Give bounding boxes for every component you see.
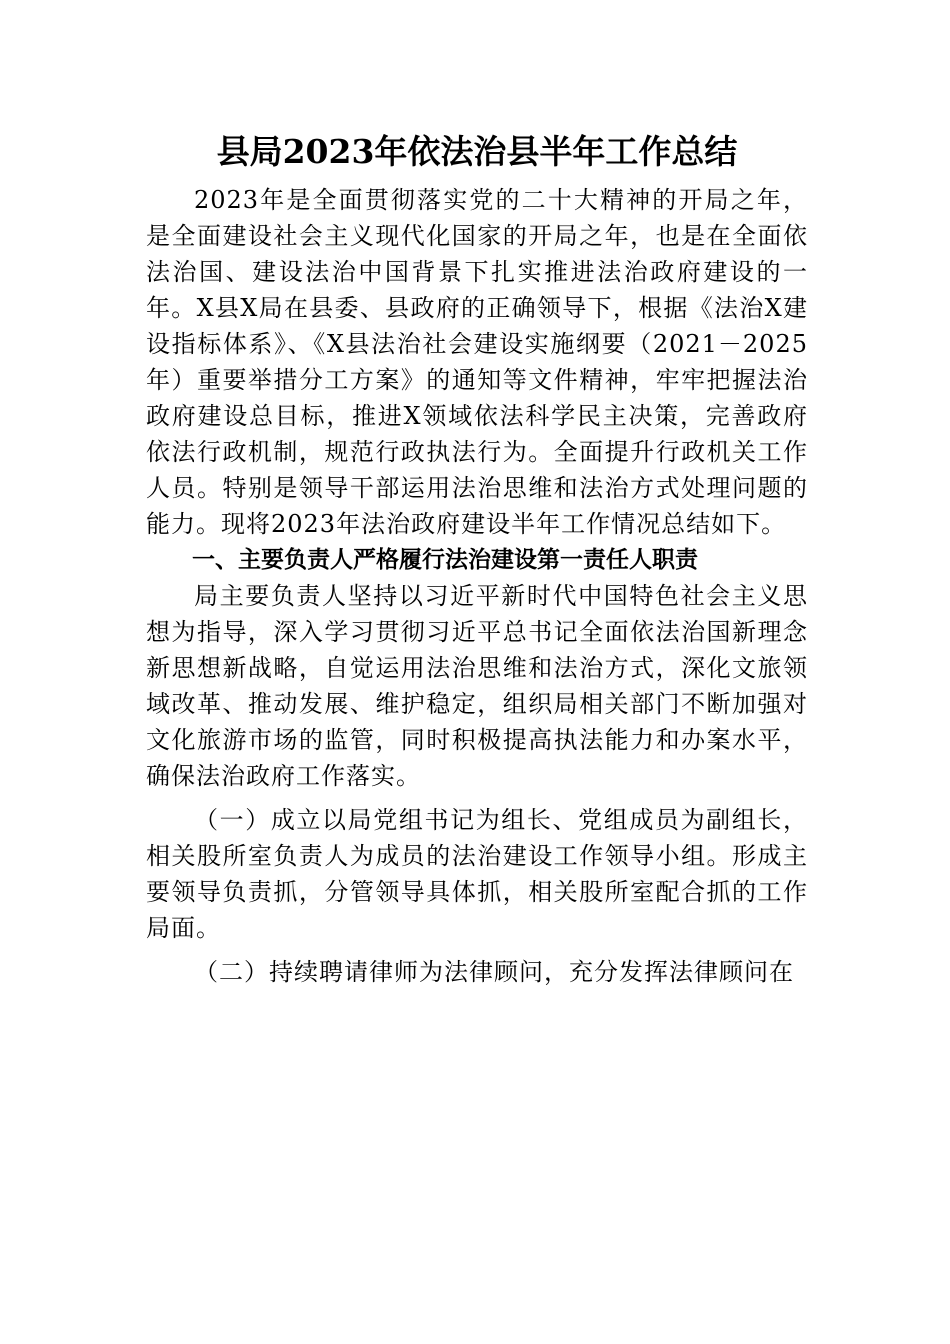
document-body — [146, 128, 808, 990]
intro-paragraph: 2023年是全面贯彻落实党的二十大精神的开局之年，是全面建设社会主义现代化国家的开局之年，也是在全面依法治国、建设法治中国背景下扎实推进法治政府建设的一年。X县X局在县委、县政府的正确领导下，根据《法治X建设指标体系》、《X县法治社会建设实施纲要（2021－2025年）重要举措分工方案》的通知等文件精神，牢牢把握法治政府建设总目标，推进X领域依法科学民主决策，完善政府依法行政机制，规范行政执法行为。全面提升行政机关工作人员。特别是领导干部运用法治思维和法治方式处理问题的能力。现将2023年法治政府建设半年工作情况总结如下。 — [146, 186, 808, 538]
section-1-item-1: （一）成立以局党组书记为组长、党组成员为副组长，相关股所室负责人为成员的法治建设工作领导小组。形成主要领导负责抓，分管领导具体抓，相关股所室配合抓的工作局面。 — [146, 806, 808, 942]
document-title: 县局2023年依法治县半年工作总结 — [216, 132, 738, 171]
section-1-heading: 一、主要负责人严格履行法治建设第一责任人职责 — [192, 547, 698, 573]
section-1-item-2: （二）持续聘请律师为法律顾问，充分发挥法律顾问在 — [194, 958, 794, 986]
section-1-paragraph: 局主要负责人坚持以习近平新时代中国特色社会主义思想为指导，深入学习贯彻习近平总书记全面依法治国新理念新思想新战略，自觉运用法治思维和法治方式，深化文旅领域改革、推动发展、维护稳定，组织局相关部门不断加强对文化旅游市场的监管，同时积极提高执法能力和办案水平，确保法治政府工作落实。 — [146, 582, 808, 790]
